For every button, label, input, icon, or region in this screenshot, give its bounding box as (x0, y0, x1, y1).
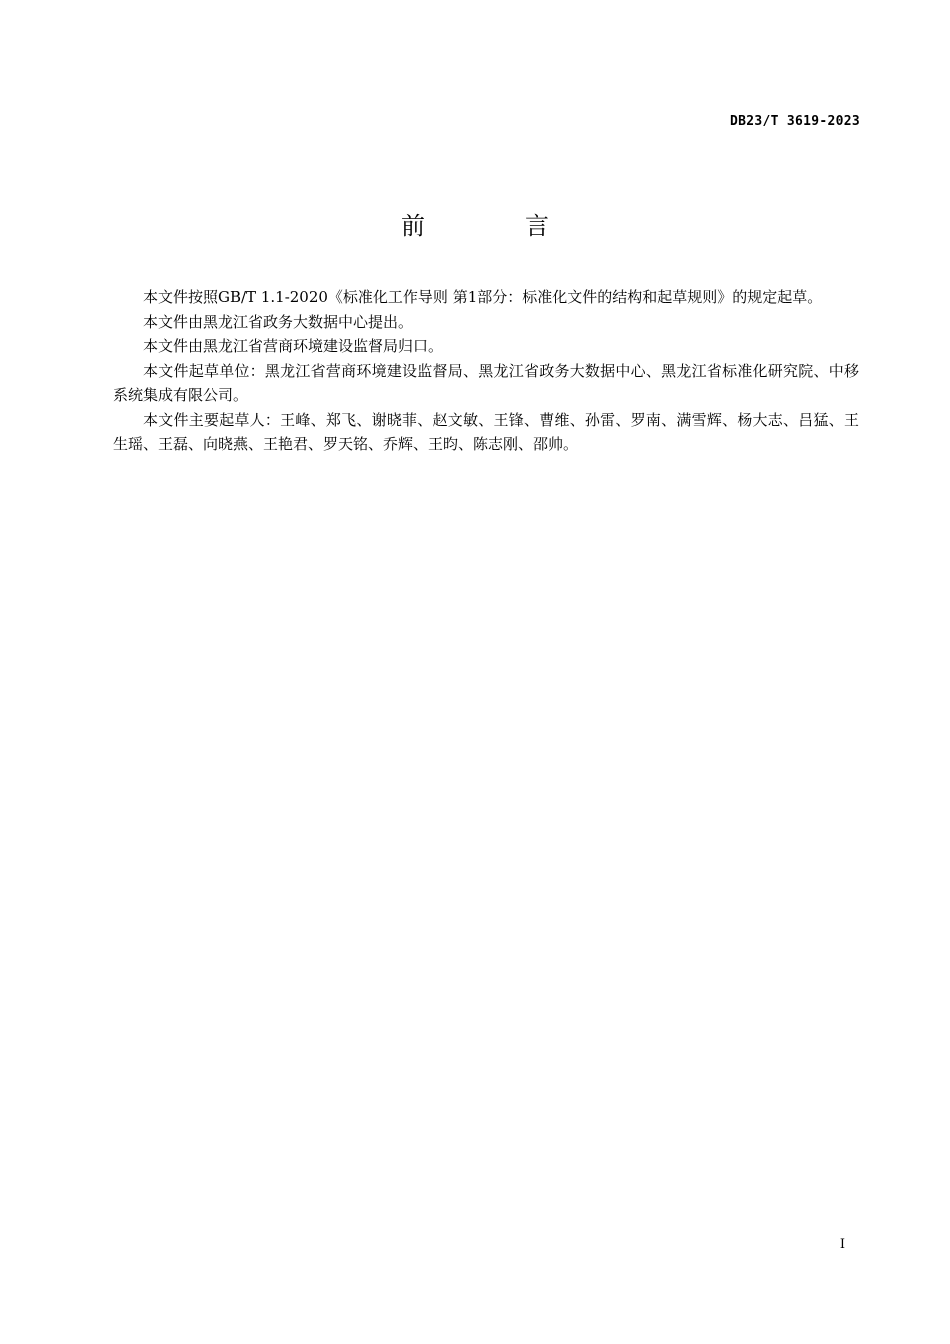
paragraph-proposer: 本文件由黑龙江省政务大数据中心提出。 (143, 312, 414, 331)
page-number: I (839, 1237, 845, 1252)
paragraph-standard-basis: 本文件按照GB/T 1.1-2020《标准化工作导则 第1部分：标准化文件的结构和起草规则》的规定起草。 (143, 288, 823, 306)
document-code: DB23/T 3619-2023 (729, 114, 860, 129)
foreword-body (113, 285, 859, 457)
section-title: 前 言 (401, 212, 587, 240)
paragraph-drafters: 本文件主要起草人：王峰、郑飞、谢晓菲、赵文敏、王锋、曹维、孙雷、罗南、满雪辉、杨大志、吕猛、王生瑶、王磊、向晓燕、王艳君、罗天铭、乔辉、王昀、陈志刚、邵帅。 (113, 410, 859, 453)
paragraph-administrator: 本文件由黑龙江省营商环境建设监督局归口。 (143, 337, 444, 355)
paragraph-drafting-units: 本文件起草单位：黑龙江省营商环境建设监督局、黑龙江省政务大数据中心、黑龙江省标准化研究院、中移系统集成有限公司。 (113, 361, 859, 404)
